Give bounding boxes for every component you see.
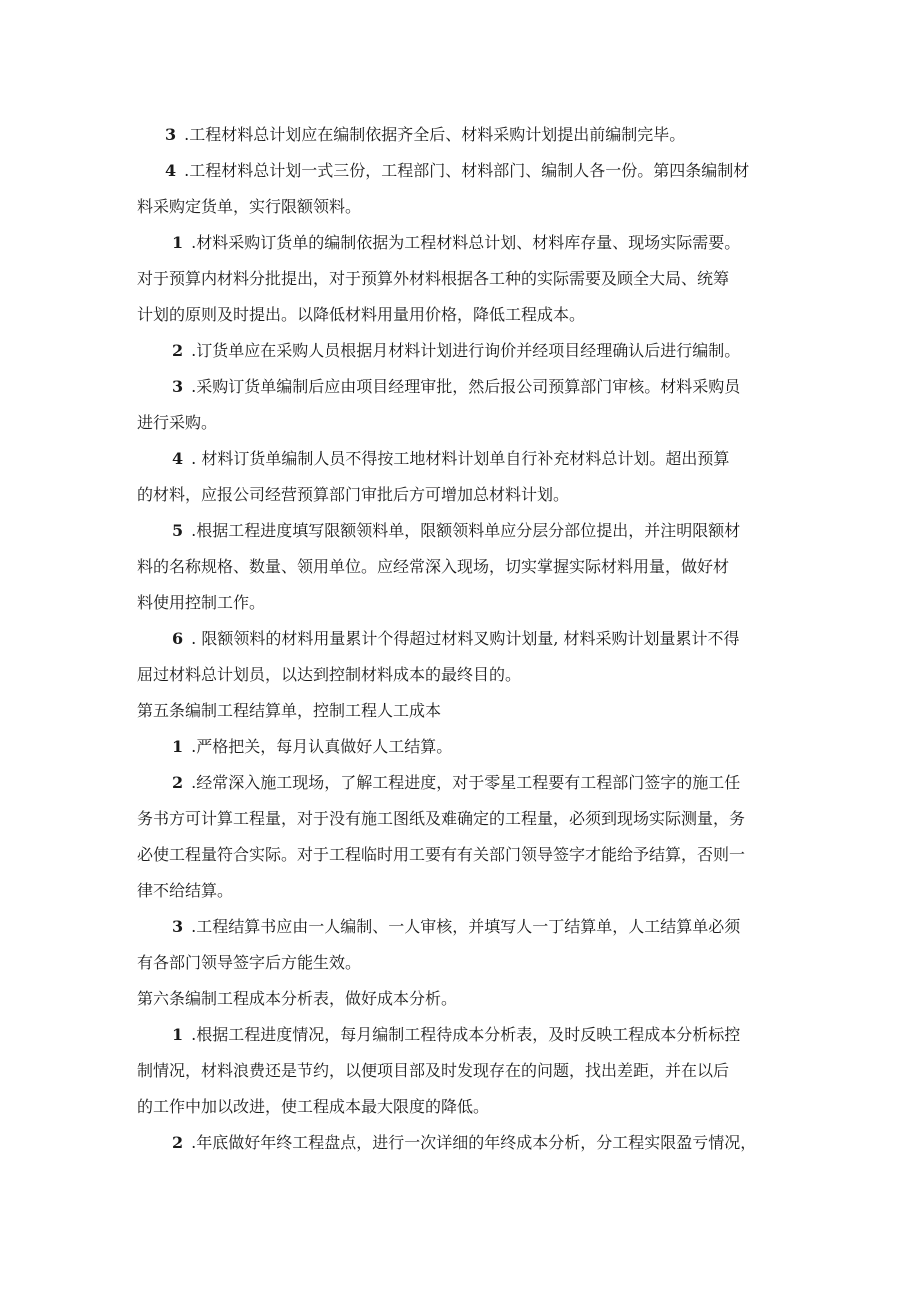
text-line bbox=[172, 232, 740, 254]
line-text: .工程材料总计划一式三份，工程部门、材料部门、编制人各一份。第四条编制材 bbox=[184, 161, 750, 180]
item-number: 6 bbox=[172, 629, 184, 648]
text-line bbox=[137, 484, 569, 506]
text-line bbox=[137, 412, 217, 434]
item-number: 4 bbox=[165, 161, 177, 180]
text-line bbox=[172, 340, 740, 362]
line-text: 制情况，材料浪费还是节约，以便项目部及时发现存在的问题，找出差距，并在以后 bbox=[137, 1061, 730, 1080]
item-number: 2 bbox=[172, 1133, 184, 1152]
line-text: 务书方可计算工程量，对于没有施工图纸及难确定的工程量，必须到现场实际测量，务 bbox=[137, 809, 746, 828]
text-line bbox=[137, 304, 585, 326]
line-text: 屈过材料总计划员，以达到控制材料成本的最终目的。 bbox=[137, 665, 522, 684]
line-text: 料使用控制工作。 bbox=[137, 593, 266, 612]
text-line bbox=[137, 556, 729, 578]
item-number: 3 bbox=[165, 125, 177, 144]
text-line bbox=[137, 592, 265, 614]
text-line bbox=[172, 772, 740, 794]
line-text: . 限额领料的材料用量累计个得超过材料叉购计划量, 材料采购计划量累计不得 bbox=[191, 629, 740, 648]
line-text: 的材料，应报公司经营预算部门审批后方可增加总材料计划。 bbox=[137, 485, 570, 504]
line-text: .严格把关，每月认真做好人工结算。 bbox=[191, 737, 453, 756]
item-number: 4 bbox=[172, 449, 184, 468]
line-text: 料采购定货单，实行限额领料。 bbox=[137, 197, 362, 216]
item-number: 1 bbox=[172, 737, 184, 756]
text-line bbox=[165, 160, 749, 182]
text-line bbox=[137, 196, 361, 218]
text-line bbox=[172, 520, 740, 542]
line-text: 的工作中加以改进，使工程成本最大限度的降低。 bbox=[137, 1097, 490, 1116]
line-text: .材料采购订货单的编制依据为工程材料总计划、材料库存量、现场实际需要。 bbox=[191, 233, 741, 252]
line-text: 第六条编制工程成本分析表，做好成本分析。 bbox=[137, 989, 458, 1008]
text-line bbox=[172, 1132, 756, 1154]
text-line bbox=[137, 808, 745, 830]
line-text: 进行采购。 bbox=[137, 413, 218, 432]
line-text: .根据工程进度情况，每月编制工程待成本分析表，及时反映工程成本分析标控 bbox=[191, 1025, 741, 1044]
text-line bbox=[172, 448, 729, 470]
line-text: 律不给结算。 bbox=[137, 881, 234, 900]
line-text: 必使工程量符合实际。对于工程临时用工要有有关部门领导签字才能给予结算，否则一 bbox=[137, 845, 746, 864]
text-line bbox=[137, 844, 745, 866]
text-line bbox=[172, 1024, 740, 1046]
line-text: 对于预算内材料分批提出，对于预算外材料根据各工种的实际需要及顾全大局、统筹 bbox=[137, 269, 730, 288]
item-number: 2 bbox=[172, 341, 184, 360]
text-line bbox=[172, 916, 740, 938]
item-number: 5 bbox=[172, 521, 184, 540]
line-text: .根据工程进度填写限额领料单，限额领料单应分层分部位提出，并注明限额材 bbox=[191, 521, 741, 540]
line-text: 第五条编制工程结算单，控制工程人工成本 bbox=[137, 701, 442, 720]
item-number: 3 bbox=[172, 377, 184, 396]
text-line bbox=[137, 1096, 489, 1118]
text-line bbox=[137, 1060, 729, 1082]
line-text: 料的名称规格、数量、领用单位。应经常深入现场，切实掌握实际材料用量，做好材 bbox=[137, 557, 730, 576]
line-text: .采购订货单编制后应由项目经理审批，然后报公司预算部门审核。材料采购员 bbox=[191, 377, 741, 396]
text-line bbox=[137, 664, 521, 686]
item-number: 1 bbox=[172, 233, 184, 252]
text-line bbox=[172, 376, 740, 398]
line-text: .年底做好年终工程盘点，进行一次详细的年终成本分析，分工程实限盈亏情况， bbox=[191, 1133, 757, 1152]
line-text: .工程材料总计划应在编制依据齐全后、材料采购计划提出前编制完毕。 bbox=[184, 125, 686, 144]
text-line bbox=[137, 952, 361, 974]
text-line bbox=[137, 988, 457, 1010]
text-line bbox=[165, 124, 685, 146]
item-number: 2 bbox=[172, 773, 184, 792]
line-text: .工程结算书应由一人编制、一人审核，并填写人一丁结算单，人工结算单必须 bbox=[191, 917, 741, 936]
line-text: 有各部门领导签字后方能生效。 bbox=[137, 953, 362, 972]
line-text: 计划的原则及时提出。以降低材料用量用价格，降低工程成本。 bbox=[137, 305, 586, 324]
line-text: .经常深入施工现场，了解工程进度，对于零星工程要有工程部门签字的施工任 bbox=[191, 773, 741, 792]
item-number: 1 bbox=[172, 1025, 184, 1044]
text-line bbox=[137, 880, 233, 902]
line-text: . 材料订货单编制人员不得按工地材料计划单自行补充材料总计划。超出预算 bbox=[191, 449, 730, 468]
text-line bbox=[172, 736, 452, 758]
text-line bbox=[137, 268, 729, 290]
item-number: 3 bbox=[172, 917, 184, 936]
line-text: .订货单应在采购人员根据月材料计划进行询价并经项目经理确认后进行编制。 bbox=[191, 341, 741, 360]
text-line bbox=[137, 700, 441, 722]
text-line bbox=[172, 628, 740, 650]
